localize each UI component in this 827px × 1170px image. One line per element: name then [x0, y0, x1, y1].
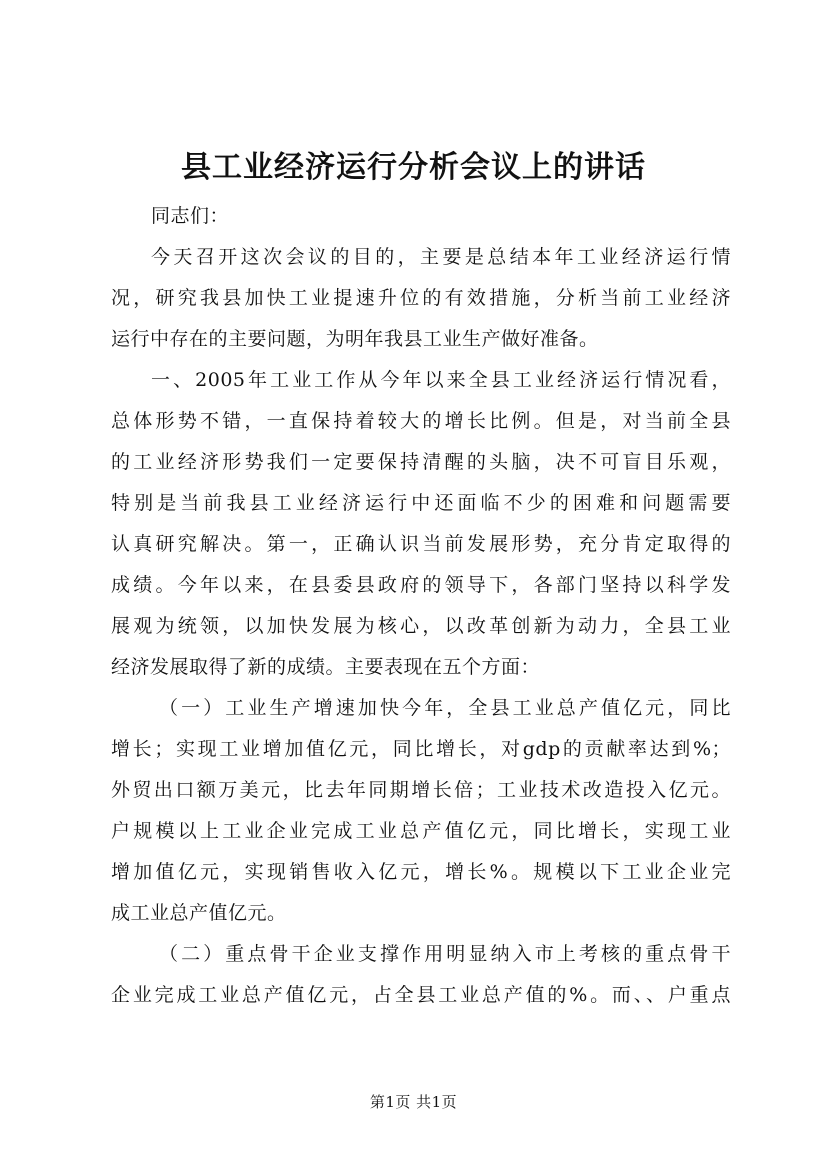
text-line: 总体形势不错，一直保持着较大的增长比例。但是，对当前全县	[111, 410, 731, 432]
text-line: 展观为统领，以加快发展为核心，以改革创新为动力，全县工业	[111, 615, 731, 637]
text-line: 增加值亿元，实现销售收入亿元，增长%。规模以下工业企业完	[111, 861, 731, 883]
text-line: 成工业总产值亿元。	[111, 902, 287, 924]
text-line: 经济发展取得了新的成绩。主要表现在五个方面：	[111, 656, 541, 678]
page-footer: 第1页 共1页	[369, 1093, 458, 1111]
text-line: 同志们：	[151, 205, 230, 227]
text-line: 增长；实现工业增加值亿元，同比增长，对gdp的贡献率达到%；	[111, 738, 731, 760]
text-line: 一、2005年工业工作从今年以来全县工业经济运行情况看，	[151, 369, 731, 391]
text-line: （一）工业生产增速加快今年，全县工业总产值亿元，同比	[159, 697, 731, 719]
document-title: 县工业经济运行分析会议上的讲话	[181, 150, 646, 185]
text-line: 成绩。今年以来，在县委县政府的领导下，各部门坚持以科学发	[111, 574, 731, 596]
text-line: 特别是当前我县工业经济运行中还面临不少的困难和问题需要	[111, 492, 731, 514]
document-body	[111, 196, 731, 1016]
text-line: 认真研究解决。第一，正确认识当前发展形势，充分肯定取得的	[111, 533, 731, 555]
text-line: 外贸出口额万美元，比去年同期增长倍；工业技术改造投入亿元。	[111, 779, 731, 801]
text-line: 的工业经济形势我们一定要保持清醒的头脑，决不可盲目乐观，	[111, 451, 731, 473]
text-line: 企业完成工业总产值亿元，占全县工业总产值的%。而、、户重点	[111, 984, 731, 1006]
text-line: 户规模以上工业企业完成工业总产值亿元，同比增长，实现工业	[111, 820, 731, 842]
text-line: （二）重点骨干企业支撑作用明显纳入市上考核的重点骨干	[159, 943, 731, 965]
text-line: 况，研究我县加快工业提速升位的有效措施，分析当前工业经济	[111, 287, 731, 309]
text-line: 运行中存在的主要问题，为明年我县工业生产做好准备。	[111, 328, 599, 350]
text-line: 今天召开这次会议的目的，主要是总结本年工业经济运行情	[151, 246, 731, 268]
